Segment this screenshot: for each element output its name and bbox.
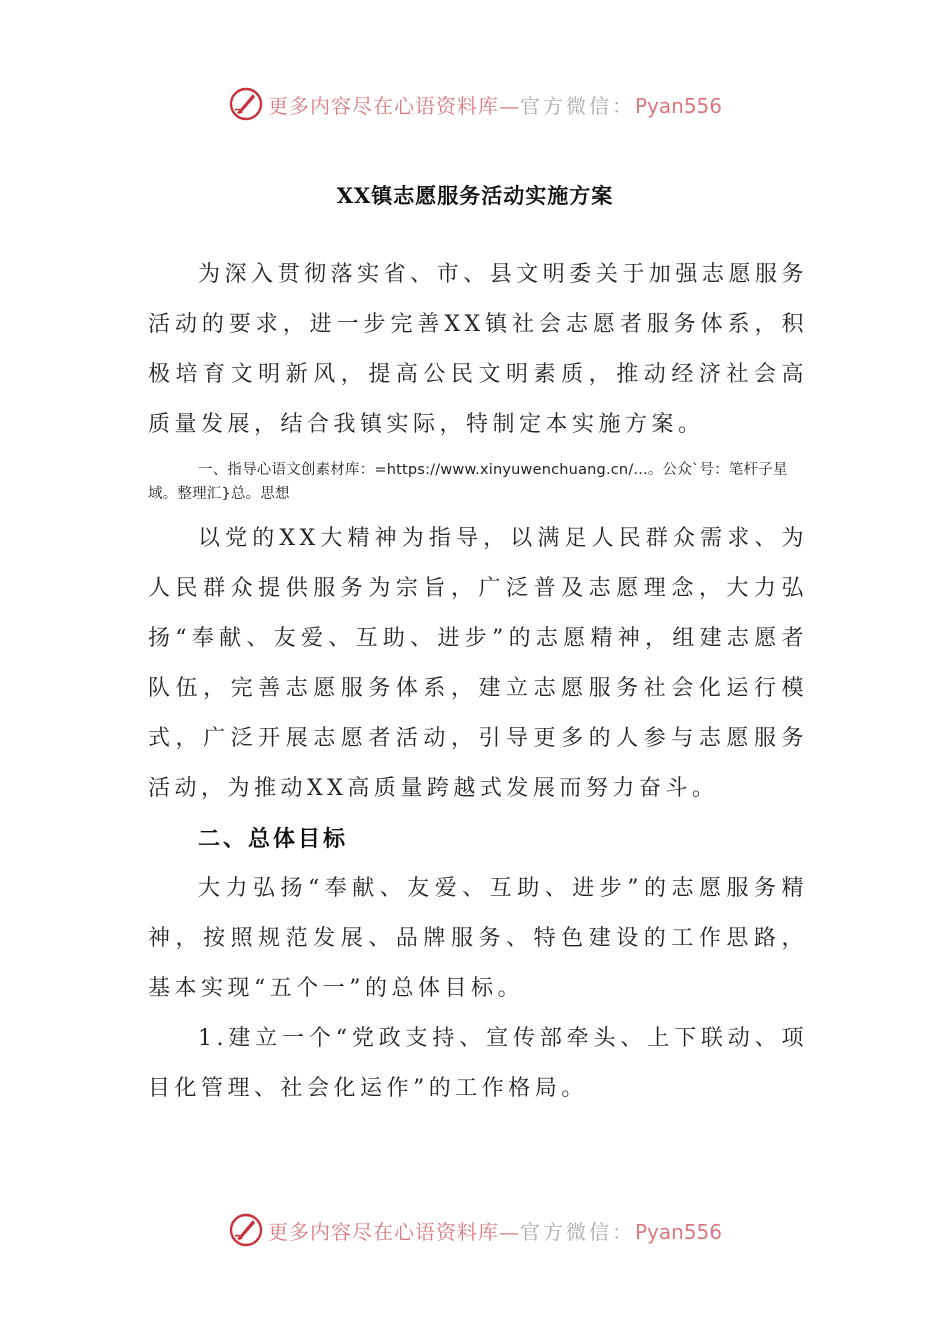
banner-text: 更多内容尽在心语资料库—官方微信：Pyan556 — [267, 1219, 722, 1244]
section2-heading: 二、总体目标 — [198, 826, 349, 852]
item1-paragraph: 1.建立一个“党政支持、宣传部牵头、上下联动、项目化管理、社会化运作”的工作格局。 — [148, 1026, 808, 1101]
section2-paragraph: 大力弘扬“奉献、友爱、互助、进步”的志愿服务精神，按照规范发展、品牌服务、特色建设的工作思路，基本实现“五个一”的总体目标。 — [148, 876, 808, 1001]
section1-paragraph: 以党的XX大精神为指导，以满足人民群众需求、为人民群众提供服务为宗旨，广泛普及志愿理念，大力弘扬“奉献、友爱、互助、进步”的志愿精神，组建志愿者队伍，完善志愿服务体系，建立志愿服务社会化运行模式，广泛开展志愿者活动，引导更多的人参与志愿服务活动，为推动XX高质量跨越式发展而努力奋斗。 — [148, 526, 808, 801]
section1-heading-line: 一、指导心语文创素材库：=https://www.xinyuwenchuang.cn/...。公众`号：笔杆子星域。整理汇}总。思想 — [148, 462, 788, 502]
quill-logo-icon — [228, 1212, 264, 1248]
document-body — [148, 250, 808, 1114]
footer-banner — [0, 1208, 950, 1252]
document-title: XX镇志愿服务活动实施方案 — [336, 183, 614, 208]
quill-logo-icon — [228, 86, 264, 122]
banner-text: 更多内容尽在心语资料库—官方微信：Pyan556 — [267, 93, 722, 118]
header-banner — [0, 82, 950, 126]
intro-paragraph: 为深入贯彻落实省、市、县文明委关于加强志愿服务活动的要求，进一步完善XX镇社会志愿者服务体系，积极培育文明新风，提高公民文明素质，推动经济社会高质量发展，结合我镇实际，特制定本实施方案。 — [148, 262, 808, 437]
